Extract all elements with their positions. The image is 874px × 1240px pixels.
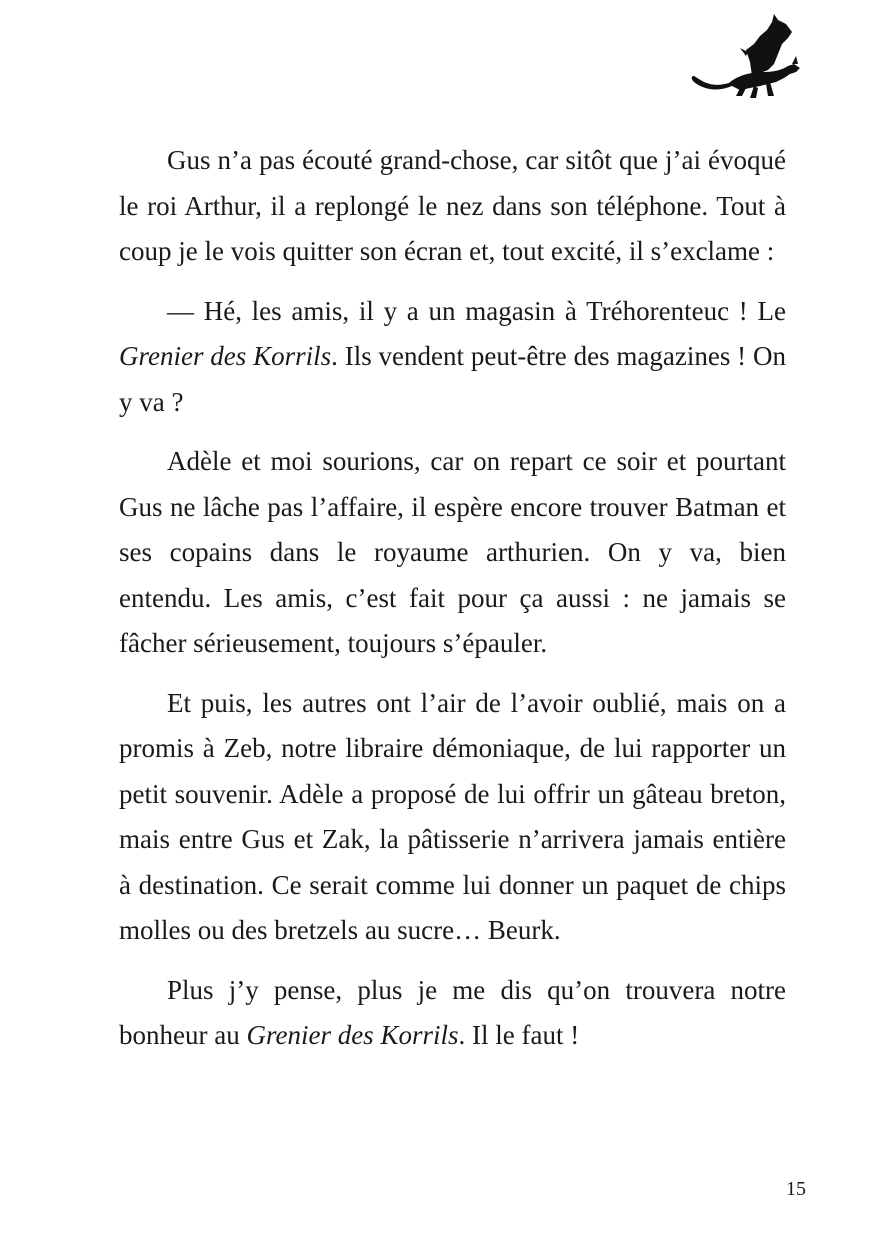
body-text <box>119 138 786 1073</box>
paragraph-1 <box>119 138 786 275</box>
book-title-italic: Grenier des Korrils <box>119 341 332 371</box>
text-segment: . Il le faut ! <box>458 1020 580 1050</box>
paragraph-4 <box>119 681 786 954</box>
text-segment: Gus n’a pas écouté grand-chose, car sitôt que j’ai évoqué le roi Arthur, il a replongé le nez dans son téléphone. Tout à coup je le vois quitter son écran et, tout excité, il s’exclame : <box>119 145 786 266</box>
dragon-silhouette-icon <box>688 10 806 102</box>
paragraph-5 <box>119 968 786 1059</box>
paragraph-3 <box>119 439 786 667</box>
text-segment: Et puis, les autres ont l’air de l’avoir oublié, mais on a promis à Zeb, notre libraire démoniaque, de lui rapporter un petit souvenir. Adèle a proposé de lui offrir un gâteau breton, mais entre Gus et Zak, la pâtisserie n’arrivera jamais entière à destination. Ce serait comme lui donner un paquet de chips molles ou des bretzels au sucre… Beurk. <box>119 687 786 945</box>
text-segment: . Ils vendent peut-être des magazines ! On y va ? <box>119 341 786 417</box>
text-segment: — Hé, les amis, il y a un magasin à Tréhorenteuc ! Le <box>167 295 786 326</box>
text-segment: Adèle et moi sourions, car on repart ce soir et pourtant Gus ne lâche pas l’affaire, il espère encore trouver Batman et ses copains dans le royaume arthurien. On y va, bien entendu. Les amis, c’est fait pour ça aussi : ne jamais se fâcher sérieusement, toujours s’épauler. <box>119 446 786 658</box>
book-title-italic: Grenier des Korrils <box>246 1020 459 1050</box>
text-segment: Plus j’y pense, plus je me dis qu’on trouvera notre bonheur au <box>119 974 786 1050</box>
paragraph-2 <box>119 289 786 426</box>
page-number: 15 <box>786 1178 806 1200</box>
